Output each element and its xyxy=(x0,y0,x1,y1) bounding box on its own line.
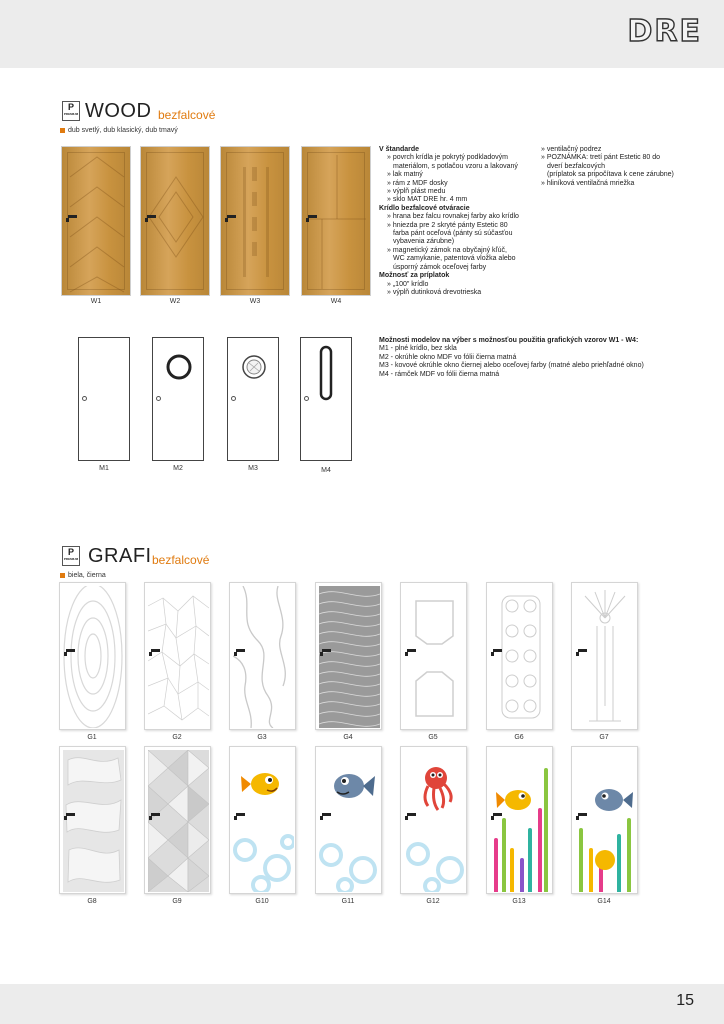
grafi-subtitle: bezfalcové xyxy=(152,553,210,567)
model-item: M4 - rámček MDF vo fólii čierna matná xyxy=(379,370,500,378)
spec-item xyxy=(379,163,529,171)
herringbone-pattern xyxy=(62,147,132,297)
crackle-pattern xyxy=(148,586,209,728)
spec-text: WC zamykanie, patentová vložka alebo xyxy=(393,255,516,263)
door-m1[interactable] xyxy=(78,337,130,461)
blue-fish-illustration xyxy=(319,750,380,892)
spec-text: magnetický zámok na obyčajný kľúč, xyxy=(392,246,507,254)
grafi-colors-text: biela, čierna xyxy=(68,572,106,579)
spec-item: » výplň dutinková drevotrieska xyxy=(387,288,482,296)
label-g2: G2 xyxy=(172,734,182,741)
label-g10: G10 xyxy=(255,898,269,905)
door-handle xyxy=(578,813,587,816)
spec-item xyxy=(379,238,529,246)
premium-icon-letter: P xyxy=(67,547,74,557)
ornament-pattern xyxy=(490,586,551,728)
door-handle xyxy=(407,649,416,652)
label-m1: M1 xyxy=(99,465,109,472)
top-band xyxy=(0,0,724,68)
door-handle xyxy=(308,215,317,218)
spec-text: výplň plást medu xyxy=(392,188,446,196)
label-g1: G1 xyxy=(87,734,97,741)
spec-text: hrana bez falcu rovnakej farby ako krídlo xyxy=(392,213,519,221)
door-handle xyxy=(82,396,87,401)
label-w4: W4 xyxy=(330,298,342,305)
wood-subtitle: bezfalcové xyxy=(158,108,216,122)
door-g10[interactable] xyxy=(229,746,296,894)
bottom-band xyxy=(0,984,724,1024)
standard-heading: V štandarde xyxy=(379,146,420,153)
spec-text: dverí bezfalcových xyxy=(547,162,605,170)
door-handle xyxy=(322,649,331,652)
yellow-fish-illustration xyxy=(233,750,294,892)
door-m4[interactable] xyxy=(300,337,352,461)
diamond-pattern xyxy=(141,147,211,297)
label-g12: G12 xyxy=(426,898,440,905)
label-w2: W2 xyxy=(169,298,181,305)
spec-item xyxy=(533,163,703,171)
premium-icon-caption: PREMIUM xyxy=(63,557,79,561)
spec-text: farba pánt oceľová (pánty sú súčasťou xyxy=(393,230,513,238)
label-g9: G9 xyxy=(172,898,182,905)
spec-column-right xyxy=(533,146,703,188)
door-g14[interactable] xyxy=(571,746,638,894)
door-g4[interactable] xyxy=(315,582,382,730)
fan-ornament-pattern xyxy=(575,586,636,728)
door-handle xyxy=(236,649,245,652)
stone-texture-pattern xyxy=(63,750,124,892)
spec-item: » výplň plást medu xyxy=(387,188,446,196)
spec-item: » povrch krídla je pokrytý podkladovým xyxy=(387,154,509,162)
spec-text: „100" krídlo xyxy=(392,280,429,288)
label-w3: W3 xyxy=(249,298,261,305)
label-g6: G6 xyxy=(514,734,524,741)
label-g5: G5 xyxy=(428,734,438,741)
spec-item xyxy=(379,255,529,263)
door-g11[interactable] xyxy=(315,746,382,894)
door-handle xyxy=(231,396,236,401)
door-g9[interactable] xyxy=(144,746,211,894)
door-m3[interactable] xyxy=(227,337,279,461)
door-handle xyxy=(156,396,161,401)
door-handle xyxy=(66,813,75,816)
label-w1: W1 xyxy=(90,298,102,305)
orange-square-icon xyxy=(60,128,65,133)
door-handle xyxy=(407,813,416,816)
door-handle xyxy=(151,813,160,816)
grafi-colors xyxy=(60,572,106,579)
label-m2: M2 xyxy=(173,465,183,472)
premium-icon xyxy=(62,101,80,121)
spec-item: » ventilačný podrez xyxy=(541,146,602,153)
door-handle xyxy=(322,813,331,816)
spec-text: povrch krídla je pokrytý podkladovým xyxy=(392,154,509,162)
wood-colors xyxy=(60,127,178,134)
spec-text: úsporný zámok oceľovej farby xyxy=(393,263,487,271)
wood-grain-pattern xyxy=(63,586,124,728)
door-g13[interactable] xyxy=(486,746,553,894)
door-w1[interactable] xyxy=(61,146,131,296)
wood-title: WOOD xyxy=(85,100,152,122)
spec-text: výplň dutinková drevotrieska xyxy=(392,288,482,296)
door-g2[interactable] xyxy=(144,582,211,730)
spec-text: (príplatok sa pripočítava k cene zárubne) xyxy=(547,171,674,179)
spec-item xyxy=(379,264,529,272)
door-handle xyxy=(151,649,160,652)
model-item: M1 - plné krídlo, bez skla xyxy=(379,345,457,353)
octopus-illustration xyxy=(404,750,465,892)
label-g3: G3 xyxy=(257,734,267,741)
label-g7: G7 xyxy=(599,734,609,741)
spec-text: materiálom, s potlačou vzoru a lakovaný xyxy=(393,162,518,170)
label-m4: M4 xyxy=(321,467,331,474)
brand-logo: DRE xyxy=(627,14,702,49)
door-w2[interactable] xyxy=(140,146,210,296)
door-g1[interactable] xyxy=(59,582,126,730)
door-handle xyxy=(147,215,156,218)
extra-heading: Možnosť za príplatok xyxy=(379,272,450,280)
wave-lines-pattern xyxy=(319,586,380,728)
metal-porthole-icon xyxy=(228,338,280,462)
grafi-title: GRAFI xyxy=(88,545,152,567)
spec-text: lak matný xyxy=(392,171,423,179)
spec-text: vybavenia zárubne) xyxy=(393,238,455,246)
spec-item xyxy=(379,230,529,238)
split-panel-pattern xyxy=(302,147,372,297)
premium-icon xyxy=(62,546,80,566)
spec-text: sklo MAT DRE hr. 4 mm xyxy=(392,196,468,204)
model-item: M2 - okrúhle okno MDF vo fólii čierna matná xyxy=(379,353,517,361)
classic-panel-pattern xyxy=(404,586,465,728)
spec-item: » hliníková ventilačná mriežka xyxy=(541,179,635,187)
label-g14: G14 xyxy=(597,898,611,905)
model-item: M3 - kovové okrúhle okno čiernej alebo oceľovej farby (matné alebo priehľadné okno) xyxy=(379,362,644,370)
spec-text: rám z MDF dosky xyxy=(392,179,448,187)
door-handle xyxy=(493,813,502,816)
door-handle xyxy=(493,649,502,652)
premium-icon-caption: PREMIUM xyxy=(63,112,79,116)
models-description xyxy=(379,337,699,379)
wood-colors-text: dub svetlý, dub klasický, dub tmavý xyxy=(68,127,178,134)
spec-column-left xyxy=(379,146,529,297)
spec-text: hniezda pre 2 skryté pánty Estetic 80 xyxy=(392,221,508,229)
spec-item xyxy=(533,171,703,179)
3d-facets-pattern xyxy=(148,750,209,892)
orange-square-icon xyxy=(60,573,65,578)
round-window-icon xyxy=(153,338,205,462)
spec-text: hliníková ventilačná mriežka xyxy=(546,179,635,187)
label-m3: M3 xyxy=(248,465,258,472)
aquarium-yellow-fish-illustration xyxy=(490,750,551,892)
spec-item: » „100" krídlo xyxy=(387,280,429,288)
marble-pattern xyxy=(233,586,294,728)
spec-item: » hrana bez falcu rovnakej farby ako krídlo xyxy=(387,213,519,221)
door-w4[interactable] xyxy=(301,146,371,296)
spec-item: » rám z MDF dosky xyxy=(387,179,448,187)
aquarium-blue-fish-illustration xyxy=(575,750,636,892)
label-g13: G13 xyxy=(512,898,526,905)
premium-icon-letter: P xyxy=(67,102,74,112)
spec-item: » hniezda pre 2 skryté pánty Estetic 80 xyxy=(387,221,508,229)
door-handle xyxy=(227,215,236,218)
spec-item: » magnetický zámok na obyčajný kľúč, xyxy=(387,246,507,254)
vertical-frame-window-icon xyxy=(301,338,353,462)
label-g11: G11 xyxy=(341,898,355,905)
vertical-strips-pattern xyxy=(221,147,291,297)
door-g3[interactable] xyxy=(229,582,296,730)
door-m2[interactable] xyxy=(152,337,204,461)
door-handle xyxy=(304,396,309,401)
door-handle xyxy=(236,813,245,816)
spec-item: » sklo MAT DRE hr. 4 mm xyxy=(387,196,468,204)
door-handle xyxy=(578,649,587,652)
label-g4: G4 xyxy=(343,734,353,741)
spec-item: » lak matný xyxy=(387,171,423,179)
door-g5[interactable] xyxy=(400,582,467,730)
page-number: 15 xyxy=(676,992,694,1009)
door-g12[interactable] xyxy=(400,746,467,894)
label-g8: G8 xyxy=(87,898,97,905)
models-heading: Možnosti modelov na výber s možnosťou použitia grafických vzorov W1 - W4: xyxy=(379,337,639,344)
door-g8[interactable] xyxy=(59,746,126,894)
wing-heading: Krídlo bezfalcové otváracie xyxy=(379,204,470,212)
door-g7[interactable] xyxy=(571,582,638,730)
door-g6[interactable] xyxy=(486,582,553,730)
spec-text: POZNÁMKA: tretí pánt Estetic 80 do xyxy=(546,154,661,162)
spec-text: ventilačný podrez xyxy=(546,146,602,153)
door-w3[interactable] xyxy=(220,146,290,296)
door-handle xyxy=(68,215,77,218)
spec-item: » POZNÁMKA: tretí pánt Estetic 80 do xyxy=(541,154,661,162)
door-handle xyxy=(66,649,75,652)
